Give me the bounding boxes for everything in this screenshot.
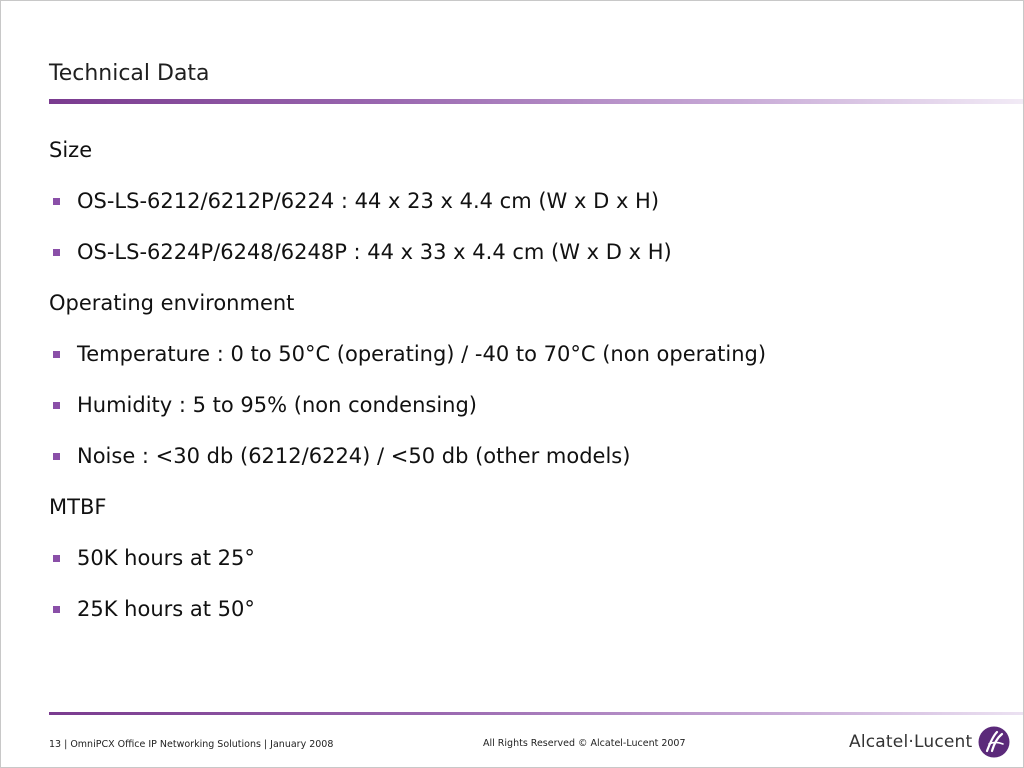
logo-text: Alcatel·Lucent: [849, 732, 973, 752]
list-item: [49, 186, 989, 237]
company-logo: [849, 725, 1010, 759]
list-item: [49, 441, 989, 492]
list-item-text: Humidity : 5 to 95% (non condensing): [77, 393, 477, 417]
list-item: [49, 390, 989, 441]
bullet-icon: [53, 555, 60, 562]
list-item-text: 50K hours at 25°: [77, 546, 255, 570]
alcatel-lucent-logo-icon: [978, 726, 1010, 758]
list-item-text: 25K hours at 50°: [77, 597, 255, 621]
bullet-icon: [53, 249, 60, 256]
bullet-icon: [53, 351, 60, 358]
list-item-text: Noise : <30 db (6212/6224) / <50 db (other models): [77, 444, 631, 468]
page-title: Technical Data: [49, 61, 210, 86]
list-item: [49, 594, 989, 645]
section-heading-mtbf: MTBF: [49, 495, 107, 519]
list-item-text: OS-LS-6212/6212P/6224 : 44 x 23 x 4.4 cm (W x D x H): [77, 189, 660, 213]
list-item-text: Temperature : 0 to 50°C (operating) / -40 to 70°C (non operating): [77, 342, 767, 366]
bullet-icon: [53, 453, 60, 460]
bullet-icon: [53, 402, 60, 409]
title-divider: [49, 99, 1024, 104]
list-item: [49, 237, 989, 288]
list-item: [49, 339, 989, 390]
bullet-icon: [53, 606, 60, 613]
content-body: [49, 135, 989, 645]
footer-divider: [49, 712, 1024, 715]
bullet-icon: [53, 198, 60, 205]
list-item-text: OS-LS-6224P/6248/6248P : 44 x 33 x 4.4 cm (W x D x H): [77, 240, 672, 264]
footer-page-info: 13 | OmniPCX Office IP Networking Solutions | January 2008: [49, 739, 334, 750]
section-heading-size: Size: [49, 138, 93, 162]
list-item: [49, 543, 989, 594]
footer-copyright: All Rights Reserved © Alcatel-Lucent 2007: [483, 738, 686, 749]
section-heading-operating-environment: Operating environment: [49, 291, 295, 315]
